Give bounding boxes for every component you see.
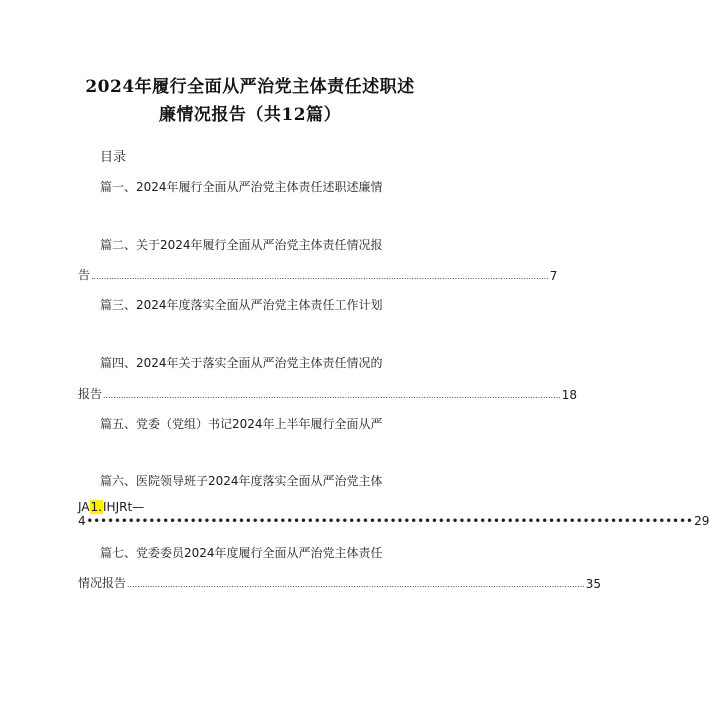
toc-entry-4[interactable]: 篇四、2024年关于落实全面从严治党主体责任情况的: [100, 356, 383, 370]
toc-entry-2-continuation[interactable]: [78, 266, 558, 283]
toc-entry-4-continuation[interactable]: [78, 385, 578, 402]
leader-dots: ••••••••••••••••••••••••••••••••••••••••••••••••••••••••••••••••••••••••••••••••••••••••: [86, 516, 694, 527]
toc-entry-6-garbled-text: [78, 500, 144, 514]
toc-entry-7-cont-text: 情况报告: [78, 576, 127, 590]
toc-entry-5[interactable]: 篇五、党委（党组）书记2024年上半年履行全面从严: [100, 417, 383, 431]
toc-entry-6-page: 29: [694, 514, 709, 528]
toc-entry-7-continuation[interactable]: [78, 574, 602, 591]
toc-entry-2[interactable]: 篇二、关于2024年履行全面从严治党主体责任情况报: [100, 238, 383, 252]
toc-entry-7[interactable]: 篇七、党委委员2024年度履行全面从严治党主体责任: [100, 546, 383, 560]
garbled-suffix: IHJRt—: [103, 500, 145, 514]
leader-dots: ....................................................................................................................................................................................: [91, 272, 549, 281]
toc-entry-1[interactable]: 篇一、2024年履行全面从严治党主体责任述职述廉情: [100, 180, 383, 194]
leader-dots: ....................................................................................................................................................................................: [127, 580, 585, 589]
toc-entry-7-page: 35: [585, 577, 602, 591]
leader-dots: ....................................................................................................................................................................................: [103, 391, 561, 400]
garbled-prefix: JA: [78, 500, 90, 514]
document-title-line-1: 2024年履行全面从严治党主体责任述职述: [85, 77, 415, 97]
highlighted-text: 1.: [90, 500, 102, 514]
toc-entry-4-cont-text: 报告: [78, 387, 103, 401]
toc-entry-6-continuation[interactable]: [78, 514, 709, 528]
toc-entry-2-cont-text: 告: [78, 268, 91, 282]
toc-entry-6-cont-text: 4: [78, 514, 86, 528]
toc-entry-4-page: 18: [561, 388, 578, 402]
toc-heading: 目录: [100, 150, 127, 165]
toc-entry-6[interactable]: 篇六、医院领导班子2024年度落实全面从严治党主体: [100, 474, 383, 488]
toc-entry-2-page: 7: [549, 269, 558, 283]
document-title-line-2: 廉情况报告（共12篇）: [158, 105, 342, 125]
toc-entry-3[interactable]: 篇三、2024年度落实全面从严治党主体责任工作计划: [100, 298, 383, 312]
